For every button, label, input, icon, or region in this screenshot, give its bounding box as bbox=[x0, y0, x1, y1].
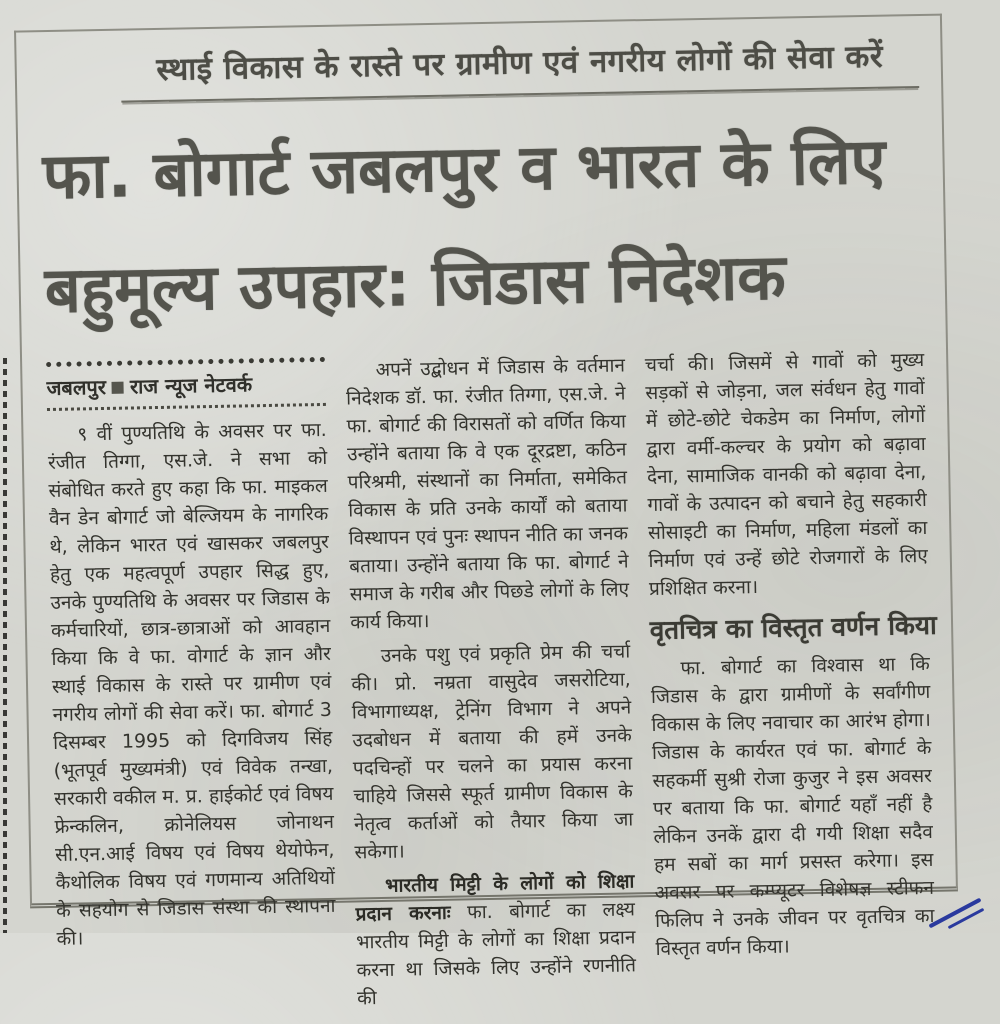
byline-dotted-rule-top bbox=[46, 357, 325, 367]
byline-dotted-rule-bottom bbox=[47, 403, 326, 411]
byline-agency: राज न्यूज नेटवर्क bbox=[129, 372, 253, 399]
col3-subheading: वृतचित्र का विस्तृत वर्णन किया bbox=[649, 610, 937, 647]
headline-line-1: फा. बोगार्ट जबलपुर व भारत के लिए bbox=[42, 124, 887, 214]
byline-location: जबलपुर bbox=[46, 374, 107, 401]
col3-paragraph-2: फा. बोगार्ट का विश्वास था कि जिडास के द्वारा ग्रामीणों के सर्वांगीण विकास के लिए नवाचार का आरंभ होगा। जिडास के कार्यरत एवं फा. बोगार्ट के सहकर्मी सुश्री रोजा कुजुर ने इस अवसर पर बताया कि फा. बोगार्ट यहाँ नहीं है लेकिन उनकें द्वारा दी गयी शिक्षा सदैव हम सबों का मार्ग प्रसस्त करेगा। इस अवसर पर कम्प्यूटर विशेषज्ञ स्टीफन फिलिप ने उनके जीवन पर वृतचित्र का विस्तृत वर्णन किया। bbox=[650, 652, 935, 960]
square-bullet-icon bbox=[112, 382, 124, 394]
col2-paragraph-3-lead: भारतीय मिट्टी के लोगों को शिक्षा प्रदान करनाः bbox=[355, 870, 635, 926]
col2-paragraph-3 bbox=[355, 867, 637, 1012]
headline-line-2: बहुमूल्य उपहार: जिडास निदेशक bbox=[44, 240, 787, 328]
col2-paragraph-1: अपनें उद्बोधन में जिडास के वर्तमान निदेशक डॉ. फा. रंजीत तिग्गा, एस.जे. ने फा. बोगार्ट की विरासतों को वर्णित किया उन्होंने बताया कि वे एक दूरद्रष्टा, कठिन परिश्रमी, संस्थानों का निर्माता, समेकित विकास के प्रति उनके कार्यों को बताया विस्थापन एवं पुनः स्थापन नीति का जनक बताया। उन्होंने बताया कि फा. बोगार्ट ने समाज के गरीब और पिछडे लोगों के लिए कार्य किया। bbox=[345, 354, 630, 634]
article-border-box bbox=[14, 14, 958, 1010]
column-1 bbox=[46, 357, 337, 1024]
article-columns bbox=[46, 346, 936, 1024]
col2-paragraph-3-rest: फा. बोगार्ट का लक्ष्य भारतीय मिट्टी के लोगों का शिक्षा प्रदान करना था जिसके लिए उन्होंने रणनीति की bbox=[355, 898, 637, 1010]
main-headline bbox=[42, 104, 930, 348]
blue-pen-mark bbox=[912, 895, 992, 931]
column-2 bbox=[345, 351, 636, 1018]
byline-block bbox=[46, 357, 326, 411]
col3-paragraph-1: चर्चा की। जिसमें से गावों को मुख्य सड़कों से जोड़ना, जल संर्वधन हेतु गावों में छोटे-छोटे चेकडेम का निर्माण, लोगों द्वारा वर्मी-कल्चर के प्रयोग को बढ़ावा देना, सामाजिक वानकी को बढ़ावा देना, गावों के उत्पादन को बचाने हेतु सहकारी सोसाइटी का निर्माण, महिला मंडलों का निर्माण एवं उन्हें छोटे रोजगारों के लिए प्रशिक्षित करना। bbox=[644, 348, 928, 601]
col1-paragraph-1: ९ वीं पुण्यतिथि के अवसर पर फा. रंजीत तिग्गा, एस.जे. ने सभा को संबोधित करते हुए कहा कि फा. माइकल वैन डेन बोगार्ट जो बेल्जियम के नागरिक थे, लेकिन भारत एवं खासकर जबलपुर हेतु एक महत्वपूर्ण उपहार सिद्ध हुए, उनके पुण्यतिथि के अवसर पर जिडास के कर्मचारियों, छात्र-छात्राओं को आवहान किया कि वे फा. वोगार्ट के ज्ञान और स्थाई विकास के रास्ते पर ग्रामीण एवं नगरीय लोगों की सेवा करें। फा. बोगार्ट 3 दिसम्बर 1995 को दिगविजय सिंह (भूतपूर्व मुख्यमंत्री) एवं विवेक तन्खा, सरकारी वकील म. प्र. हाईकोर्ट एवं विषय फ्रेन्कलिन, क्रोनेलियस जोनाथन सी.एन.आई विषय एवं विषय थेयोफेन, कैथोलिक विषय एवं गणमान्य अतिथियों के सहयोग से जिडास संस्था की स्थापना की। bbox=[47, 418, 336, 950]
column-3 bbox=[645, 346, 936, 1013]
byline-text bbox=[46, 369, 326, 401]
kicker-banner bbox=[120, 34, 919, 103]
kicker-text: स्थाई विकास के रास्ते पर ग्रामीण एवं नगरीय लोगों की सेवा करें bbox=[156, 38, 884, 88]
scan-edge-dashed-line bbox=[3, 358, 7, 933]
col2-paragraph-2: उनके पशु एवं प्रकृति प्रेम की चर्चा की। प्रो. नम्रता वासुदेव जसरोटिया, विभागाध्यक्ष, ट्रेनिंग विभाग ने अपने उदबोधन में बताया की हमें उनके पदचिन्हों पर चलने का प्रयास करना चाहिये जिससे स्फूर्त ग्रामीण विकास के नेतृत्व कर्ताओं को तैयार किया जा सकेगा। bbox=[351, 640, 634, 864]
